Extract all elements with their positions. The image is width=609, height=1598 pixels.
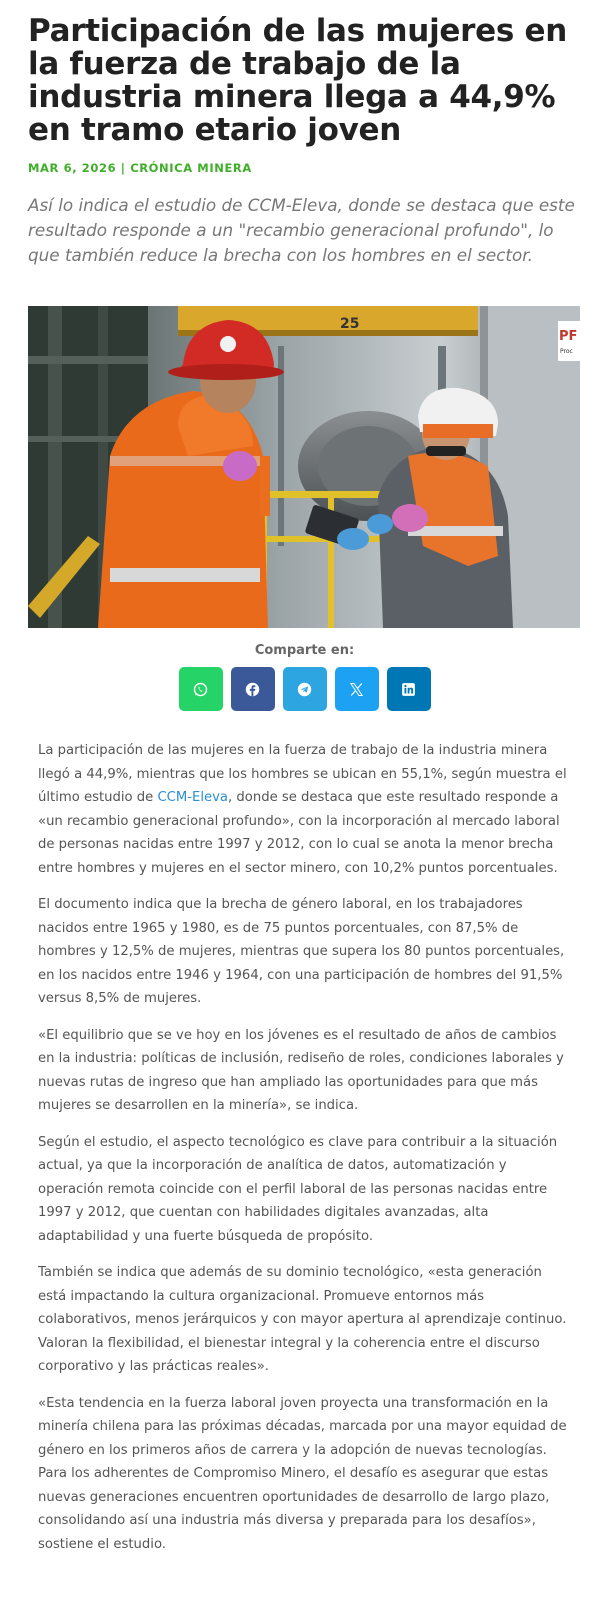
share-facebook-button[interactable] [231,667,275,711]
linkedin-icon [400,681,417,698]
share-telegram-button[interactable] [283,667,327,711]
paragraph-text: , donde se destaca que este resultado responde a «un recambio generacional profundo», con la incorporación al mercado laboral de personas nacidas entre 1997 y 2012, con lo cual se anota la menor brecha entre hombres y mujeres en el sector minero, con 10,2% puntos porcentuales. [38,790,560,876]
sign-brand: PF [559,329,578,344]
hero-image [28,306,580,628]
share-linkedin-button[interactable] [387,667,431,711]
share-whatsapp-button[interactable] [179,667,223,711]
article-paragraph-4: Según el estudio, el aspecto tecnológico es clave para contribuir a la situación actual, ya que la incorporación de analítica de datos, automatización y operación remota coincide con el perfil laboral de las personas nacidas entre 1997 y 2012, que cuentan con habilidades digitales avanzadas, alta adaptabilidad y una fuerte búsqueda de propósito. [38,1134,558,1244]
ccm-eleva-link[interactable]: CCM-Eleva [157,790,229,805]
article-paragraph-5: También se indica que además de su dominio tecnológico, «esta generación está impactando la cultura organizacional. Promueve entornos más colaborativos, menos jerárquicos y con mayor apertura al aprendizaje continuo. Valoran la flexibilidad, el bienestar integral y la coherencia entre el discurso corporativo y las prácticas reales». [38,1265,567,1374]
article-paragraph-1 [38,739,571,880]
facebook-icon [244,681,261,698]
article-paragraph-3: «El equilibrio que se ve hoy en los jóvenes es el resultado de años de cambios en la industria: políticas de inclusión, rediseño de roles, condiciones laborales y nuevas rutas de ingreso que han ampliado las oportunidades para que más mujeres se desarrollen en la minería», se indica. [38,1027,564,1113]
sign-brand-small: Proc [560,348,573,355]
share-buttons [28,667,581,711]
share-x-button[interactable] [335,667,379,711]
article-body [28,739,581,1556]
mining-workers-illustration [28,306,580,628]
article-paragraph-2: El documento indica que la brecha de género laboral, en los trabajadores nacidos entre 1965 y 1980, es de 75 puntos porcentuales, con 87,5% de hombres y 12,5% de mujeres, mientras que supera los 80 puntos porcentuales, en los nacidos entre 1946 y 1964, con una participación de hombres del 91,5% versus 8,5% de mujeres. [38,897,565,1006]
article-subtitle: Así lo indica el estudio de CCM-Eleva, donde se destaca que este resultado responde a un "recambio generacional profundo", lo que también reduce la brecha con los hombres en el sector. [28,195,575,265]
whatsapp-icon [192,681,209,698]
article-headline: Participación de las mujeres en la fuerza de trabajo de la industria minera llega a 44,9% en tramo etario joven [28,13,567,148]
telegram-icon [296,681,313,698]
article-paragraph-6: «Esta tendencia en la fuerza laboral joven proyecta una transformación en la minería chilena para las próximas décadas, marcada por una mayor equidad de género en los primeros años de carrera y la adopción de nuevas tecnologías. Para los adherentes de Compromiso Minero, el desafío es asegurar que estas nuevas generaciones encuentren oportunidades de desarrollo de largo plazo, consolidando así una industria más diversa y preparada para los desafíos», sostiene el estudio. [38,1395,567,1552]
beam-sign-number: 25 [340,316,360,332]
paragraph-text: La participación de las mujeres en la fuerza de trabajo de la industria minera llegó a 44,9%, mientras que los hombres se ubican en 55,1%, según muestra el último estudio de [38,743,567,805]
share-label: Comparte en: [254,643,355,658]
article-meta: MAR 6, 2026 | CRÓNICA MINERA [28,161,252,175]
x-icon [348,681,365,698]
